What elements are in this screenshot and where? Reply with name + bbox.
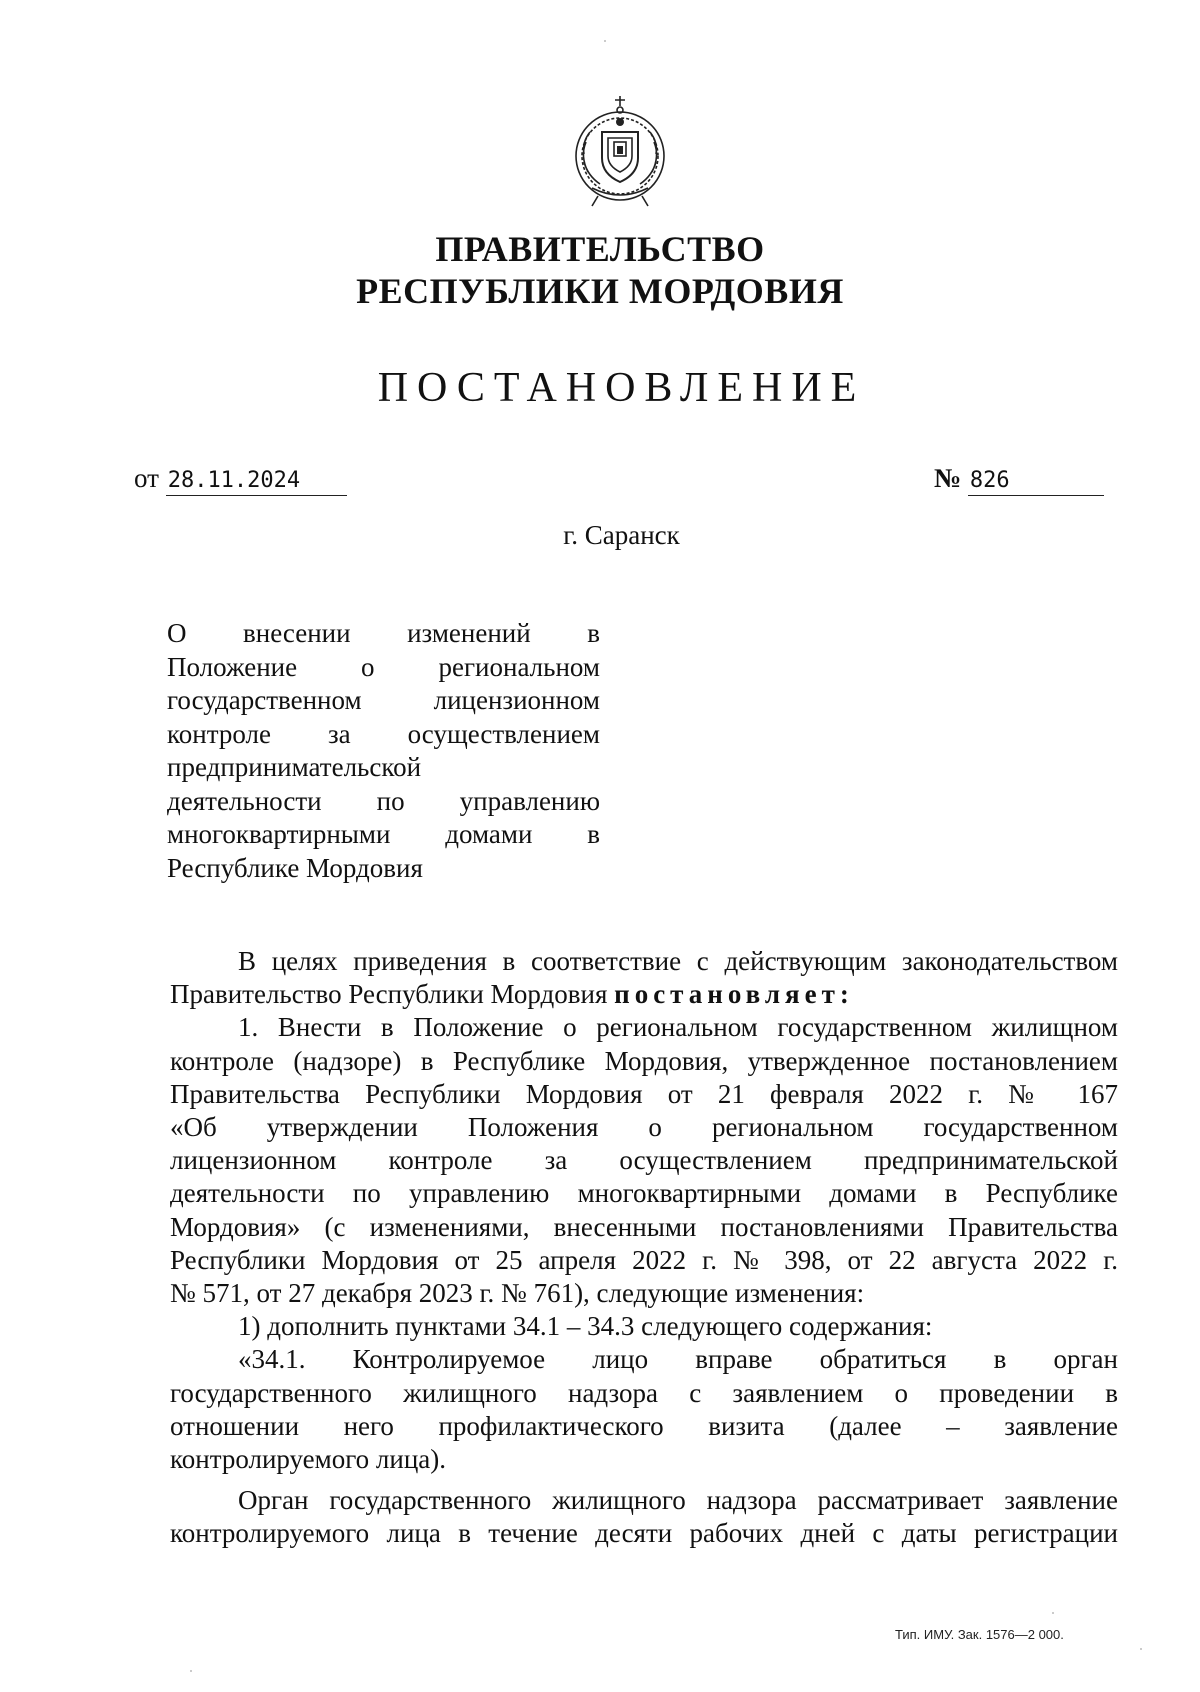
paragraph-line: контролируемого лица в течение десяти рабочих дней с даты регистрации [170,1518,1118,1549]
number-prefix: № [934,463,962,493]
coat-of-arms-icon [568,92,672,212]
paragraph-line: 1) дополнить пунктами 34.1 – 34.3 следующего содержания: [238,1311,933,1342]
number-value: 826 [968,468,1104,496]
paragraph-line: 1. Внести в Положение о региональном государственном жилищном [238,1012,1118,1043]
paragraph-line: лицензионном контроле за осуществлением предпринимательской [170,1145,1118,1176]
subject-line: контроле за осуществлением [167,718,600,749]
scan-speck [190,1670,192,1672]
org-name-line1: ПРАВИТЕЛЬСТВО [435,229,765,269]
paragraph-line: № 571, от 27 декабря 2023 г. № 761), следующие изменения: [170,1278,865,1309]
paragraph-line: В целях приведения в соответствие с действующим законодательством [238,946,1118,976]
date-prefix: от [134,463,159,493]
paragraph-line: Орган государственного жилищного надзора рассматривает заявление [238,1485,1118,1516]
city-line: г. Саранск [563,520,680,550]
paragraph-line [170,978,1118,1011]
scan-speck [1140,1648,1142,1650]
subject-line: Положение о региональном [167,651,600,682]
subject-line: О внесении изменений в [167,618,600,648]
paragraph-line: «34.1. Контролируемое лицо вправе обратиться в орган [238,1344,1118,1375]
body-text [170,945,1118,1551]
paragraph-line: «Об утверждении Положения о региональном государственном [170,1112,1118,1143]
subject-line: государственном лицензионном [167,685,600,715]
document-type-title: ПОСТАНОВЛЕНИЕ [377,365,866,411]
printing-imprint: Тип. ИМУ. Зак. 1576—2 000. [895,1627,1064,1642]
paragraph-line: деятельности по управлению многоквартирными домами в Республике [170,1178,1118,1209]
subject-line: деятельности по управлению [167,785,600,816]
subject-line: Республике Мордовия [167,852,423,883]
scan-speck [604,40,606,42]
scan-speck [1052,1612,1054,1614]
subject-line: предпринимательской [167,752,422,782]
org-name-line2: РЕСПУБЛИКИ МОРДОВИЯ [356,271,844,311]
paragraph-line: отношении него профилактического визита (далее – заявление [170,1410,1118,1441]
paragraph-text: Правительство Республики Мордовия [170,979,615,1010]
resolution-word: постановляет: [614,979,854,1010]
paragraph-line: государственного жилищного надзора с заявлением о проведении в [170,1377,1118,1408]
subject-line: многоквартирными домами в [167,819,600,849]
subject-block [167,617,600,885]
date-field [134,463,347,496]
paragraph-line: контролируемого лица). [170,1444,446,1475]
paragraph-line: Республики Мордовия от 25 апреля 2022 г. № 398, от 22 августа 2022 г. [170,1244,1118,1275]
date-value: 28.11.2024 [166,468,347,496]
paragraph-line: Мордовия» (с изменениями, внесенными постановлениями Правительства [170,1211,1118,1242]
number-field [934,463,1104,496]
paragraph-line: контроле (надзоре) в Республике Мордовия, утвержденное постановлением [170,1045,1118,1076]
paragraph-line: Правительства Республики Мордовия от 21 февраля 2022 г. № 167 [170,1078,1118,1109]
